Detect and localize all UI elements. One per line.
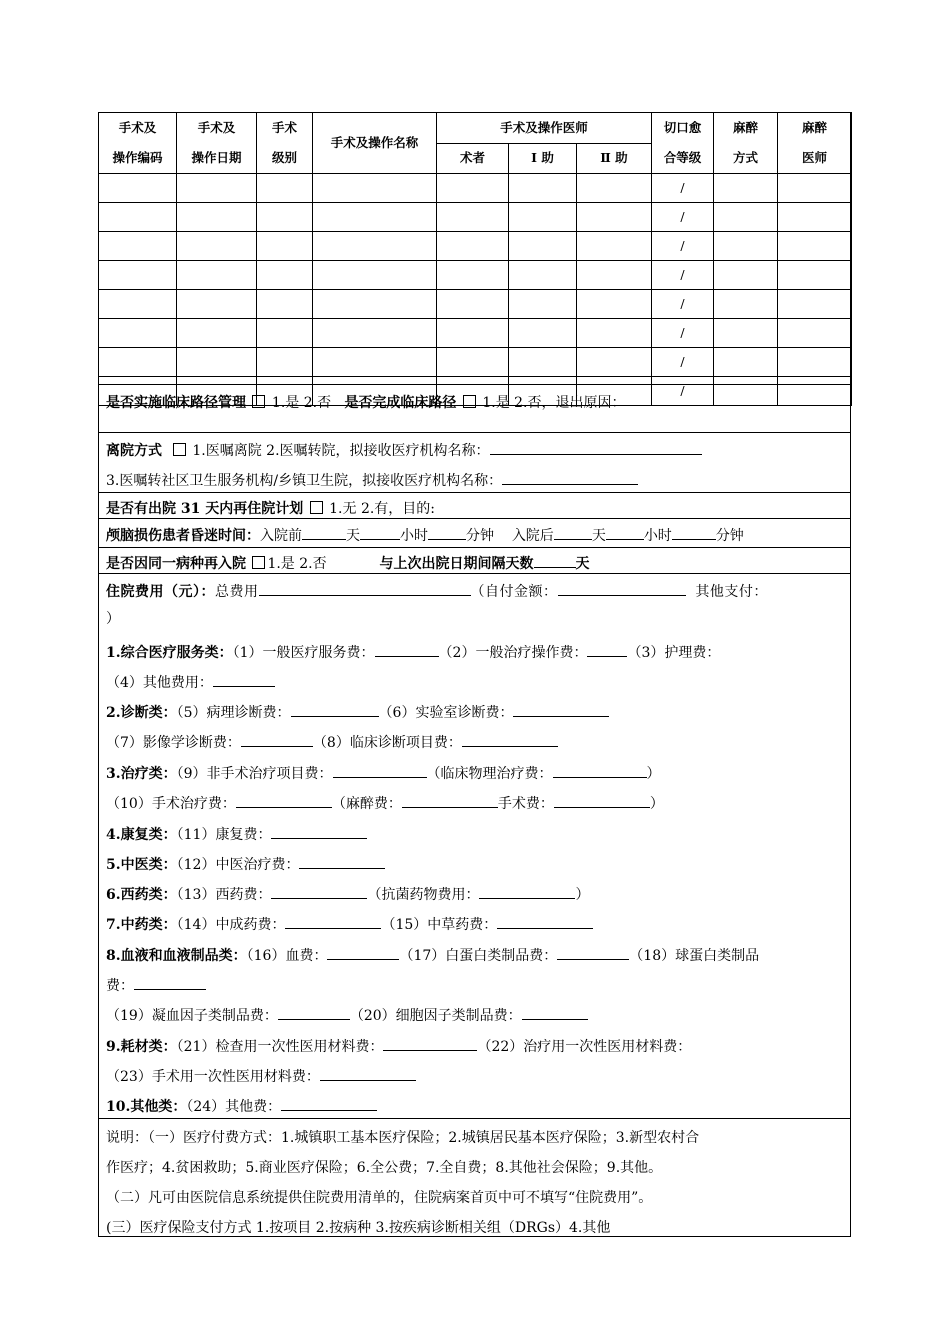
operation-cell[interactable]	[313, 348, 437, 377]
operations-table	[98, 112, 852, 406]
item13a-field[interactable]	[479, 884, 575, 899]
operation-cell[interactable]	[177, 232, 257, 261]
unit-minute: 分钟	[715, 528, 744, 544]
item17-label: （17）白蛋白类制品费：	[399, 948, 558, 964]
operation-cell[interactable]	[509, 261, 577, 290]
operation-row	[99, 203, 852, 232]
coma-label: 颅脑损伤患者昏迷时间：	[106, 528, 260, 544]
incision-grade-cell[interactable]: /	[652, 174, 714, 203]
coma-after-day-field[interactable]	[554, 525, 592, 540]
pathway-q1-checkbox[interactable]	[252, 395, 265, 408]
incision-grade-cell[interactable]: /	[652, 203, 714, 232]
unit-day: 天	[591, 528, 606, 544]
item10b-label: 手术费：	[497, 796, 554, 812]
item13-field[interactable]	[271, 884, 367, 899]
col-header-anesthetist: 麻醉 医师	[778, 113, 852, 174]
discharge-label: 离院方式	[106, 443, 162, 459]
item9-label: （9）非手术治疗项目费：	[176, 766, 333, 782]
operation-cell[interactable]	[509, 203, 577, 232]
item18-field[interactable]	[134, 975, 206, 990]
item13a-label: （抗菌药物费用：	[367, 887, 480, 903]
item21-field[interactable]	[383, 1036, 477, 1051]
cost-close-paren: ）	[106, 611, 120, 627]
item15-label: （15）中草药费：	[381, 917, 498, 933]
operation-cell[interactable]	[313, 174, 437, 203]
item20-field[interactable]	[522, 1005, 588, 1020]
item22-label: （22）治疗用一次性医用材料费：	[477, 1039, 692, 1055]
item16-label: （16）血费：	[246, 948, 328, 964]
cat1-label: 1.综合医疗服务类：	[106, 645, 233, 661]
operation-cell[interactable]	[577, 348, 652, 377]
item14-field[interactable]	[285, 914, 381, 929]
item14-label: （14）中成药费：	[176, 917, 286, 933]
operation-cell[interactable]	[177, 290, 257, 319]
operation-cell[interactable]	[313, 261, 437, 290]
item19-label: （19）凝血因子类制品费：	[106, 1008, 278, 1024]
item2-label: （2）一般治疗操作费：	[438, 645, 588, 661]
operation-cell[interactable]	[177, 174, 257, 203]
item10-field[interactable]	[236, 793, 332, 808]
item4-label: （4）其他费用：	[106, 675, 213, 691]
cat3-label: 3.治疗类：	[106, 766, 177, 782]
cat8-label: 8.血液和血液制品类：	[106, 948, 247, 964]
item9a-label: （临床物理治疗费：	[426, 766, 553, 782]
pathway-q2: 是否完成临床路径	[344, 395, 457, 411]
discharge-line2: 3.医嘱转社区卫生服务机构/乡镇卫生院，拟接收医疗机构名称：	[106, 473, 503, 489]
item9-field[interactable]	[333, 763, 427, 778]
item7-label: （7）影像学诊断费：	[106, 735, 241, 751]
operation-cell[interactable]	[313, 203, 437, 232]
item12-label: （12）中医治疗费：	[176, 857, 300, 873]
same-disease-options: 1.是 2.否	[267, 556, 327, 572]
close-paren: ）	[649, 796, 664, 812]
operation-cell[interactable]	[99, 174, 177, 203]
pathway-q1-options: 1.是 2.否	[271, 395, 332, 411]
operation-cell[interactable]	[313, 232, 437, 261]
operation-cell[interactable]	[99, 348, 177, 377]
item4-field[interactable]	[213, 672, 275, 687]
cat5-label: 5.中医类：	[106, 857, 177, 873]
item6-field[interactable]	[513, 702, 609, 717]
item13-label: （13）西药费：	[176, 887, 272, 903]
operation-cell[interactable]	[99, 319, 177, 348]
cat9-label: 9.耗材类：	[106, 1039, 177, 1055]
operation-cell[interactable]	[437, 348, 509, 377]
coma-after-label: 入院后	[511, 528, 554, 544]
item10a-label: （麻醉费：	[331, 796, 402, 812]
incision-grade-cell[interactable]: /	[652, 319, 714, 348]
item10-label: （10）手术治疗费：	[106, 796, 236, 812]
operation-cell[interactable]	[257, 203, 313, 232]
operation-cell[interactable]	[437, 174, 509, 203]
coma-after-hour-field[interactable]	[606, 525, 644, 540]
item18-label: （18）球蛋白类制品	[629, 948, 760, 964]
operation-cell[interactable]	[577, 232, 652, 261]
incision-grade-cell[interactable]: /	[652, 377, 714, 406]
pathway-q2-options: 1.是 2.否，退出原因：	[482, 395, 626, 411]
item11-field[interactable]	[271, 824, 367, 839]
col-header-surgeon: 术者	[437, 143, 509, 174]
item24-field[interactable]	[281, 1096, 377, 1111]
self-pay-label: （自付金额：	[470, 584, 558, 600]
operation-row	[99, 174, 852, 203]
operation-cell[interactable]	[778, 261, 852, 290]
operation-cell[interactable]	[714, 319, 778, 348]
operation-cell[interactable]	[714, 203, 778, 232]
operation-row	[99, 261, 852, 290]
operation-row	[99, 290, 852, 319]
operation-cell[interactable]	[577, 174, 652, 203]
operation-cell[interactable]	[714, 261, 778, 290]
operation-cell[interactable]	[99, 290, 177, 319]
note-2: （二）凡可由医院信息系统提供住院费用清单的，住院病案首页中可不填写“住院费用”。	[106, 1190, 653, 1206]
cat2-label: 2.诊断类：	[106, 705, 177, 721]
item19-field[interactable]	[278, 1005, 350, 1020]
coma-before-hour-field[interactable]	[360, 525, 400, 540]
item1-label: （1）一般医疗服务费：	[232, 645, 375, 661]
operation-cell[interactable]	[577, 319, 652, 348]
operation-cell[interactable]	[778, 348, 852, 377]
unit-minute: 分钟	[466, 528, 494, 544]
cat4-label: 4.康复类：	[106, 827, 177, 843]
item10a-field[interactable]	[402, 793, 498, 808]
item9a-field[interactable]	[553, 763, 647, 778]
operation-cell[interactable]	[778, 174, 852, 203]
operation-cell[interactable]	[509, 290, 577, 319]
pathway-q1: 是否实施临床路径管理	[106, 395, 246, 411]
operation-cell[interactable]	[257, 290, 313, 319]
note-1a: 说明：（一）医疗付费方式：1.城镇职工基本医疗保险；2.城镇居民基本医疗保险；3.新型农村合	[106, 1130, 700, 1146]
readmit-plan-checkbox[interactable]	[310, 501, 323, 514]
receiving-community-field[interactable]	[502, 470, 638, 485]
coma-before-day-field[interactable]	[302, 525, 346, 540]
item6-label: （6）实验室诊断费：	[378, 705, 514, 721]
operation-cell[interactable]	[778, 319, 852, 348]
item5-label: （5）病理诊断费：	[176, 705, 291, 721]
operation-cell[interactable]	[509, 232, 577, 261]
operation-row	[99, 232, 852, 261]
operation-cell[interactable]	[577, 261, 652, 290]
item3-label: （3）护理费：	[627, 645, 721, 661]
operation-cell[interactable]	[437, 319, 509, 348]
operation-cell[interactable]	[177, 203, 257, 232]
operation-cell[interactable]	[509, 348, 577, 377]
operation-row	[99, 319, 852, 348]
cat6-label: 6.西药类：	[106, 887, 177, 903]
incision-grade-cell[interactable]: /	[652, 348, 714, 377]
item24-label: （24）其他费：	[186, 1099, 282, 1115]
item10b-field[interactable]	[554, 793, 650, 808]
same-disease-checkbox[interactable]	[252, 556, 265, 569]
item11-label: （11）康复费：	[176, 827, 272, 843]
operation-cell[interactable]	[714, 290, 778, 319]
operation-cell[interactable]	[577, 203, 652, 232]
operation-cell[interactable]	[99, 232, 177, 261]
self-pay-field[interactable]	[558, 581, 686, 596]
operation-cell[interactable]	[778, 203, 852, 232]
item20-label: （20）细胞因子类制品费：	[349, 1008, 522, 1024]
close-paren: ）	[646, 766, 661, 782]
item23-field[interactable]	[320, 1066, 416, 1081]
item16-field[interactable]	[327, 945, 399, 960]
note-3: (三）医疗保险支付方式 1.按项目 2.按病种 3.按疾病诊断相关组（DRGs）4.其他	[106, 1220, 611, 1236]
cost-label: 住院费用（元）：	[106, 584, 215, 600]
operation-cell[interactable]	[437, 261, 509, 290]
col-header-name: 手术及操作名称	[313, 113, 437, 174]
item8-field[interactable]	[462, 732, 558, 747]
operation-cell[interactable]	[714, 174, 778, 203]
operation-cell[interactable]	[177, 348, 257, 377]
item7-field[interactable]	[241, 732, 313, 747]
operation-cell[interactable]	[257, 261, 313, 290]
col-header-doctors: 手术及操作医师	[437, 113, 652, 144]
operation-cell[interactable]	[177, 319, 257, 348]
operation-cell[interactable]	[257, 174, 313, 203]
item17-field[interactable]	[557, 945, 629, 960]
item18b-label: 费：	[106, 978, 134, 994]
incision-grade-cell[interactable]: /	[652, 261, 714, 290]
interval-days-field[interactable]	[534, 553, 576, 568]
operation-cell[interactable]	[509, 319, 577, 348]
total-cost-label: 总费用	[215, 584, 259, 600]
operation-cell[interactable]	[257, 319, 313, 348]
interval-unit: 天	[575, 556, 590, 572]
unit-hour: 小时	[643, 528, 672, 544]
operation-cell[interactable]	[778, 232, 852, 261]
readmit-plan-options: 1.无 2.有，目的:	[329, 501, 436, 517]
operation-cell[interactable]	[714, 348, 778, 377]
col-header-level: 手术 级别	[257, 113, 313, 174]
item5-field[interactable]	[291, 702, 379, 717]
interval-label: 与上次出院日期间隔天数	[379, 556, 534, 572]
operation-cell[interactable]	[577, 290, 652, 319]
close-paren: ）	[575, 887, 590, 903]
note-1b: 作医疗；4.贫困救助；5.商业医疗保险；6.全公费；7.全自费；8.其他社会保险；9.其他。	[106, 1160, 663, 1176]
operation-cell[interactable]	[313, 290, 437, 319]
item8-label: （8）临床诊断项目费：	[312, 735, 462, 751]
operation-cell[interactable]	[313, 319, 437, 348]
col-header-date: 手术及 操作日期	[177, 113, 257, 174]
operation-cell[interactable]	[714, 232, 778, 261]
operation-cell[interactable]	[437, 290, 509, 319]
pathway-q2-checkbox[interactable]	[463, 395, 476, 408]
other-pay-label: 其他支付：	[695, 584, 768, 600]
same-disease-label: 是否因同一病种再入院	[106, 556, 246, 572]
incision-grade-cell[interactable]: /	[652, 232, 714, 261]
item23-label: （23）手术用一次性医用材料费：	[106, 1069, 320, 1085]
coma-after-minute-field[interactable]	[672, 525, 716, 540]
col-header-asst1: Ⅰ 助	[509, 143, 577, 174]
receiving-institution-field[interactable]	[490, 440, 702, 455]
col-header-code: 手术及 操作编码	[99, 113, 177, 174]
col-header-asst2: Ⅱ 助	[577, 143, 652, 174]
operation-cell[interactable]	[437, 232, 509, 261]
coma-before-label: 入院前	[260, 528, 302, 544]
unit-hour: 小时	[400, 528, 428, 544]
coma-before-minute-field[interactable]	[428, 525, 466, 540]
item21-label: （21）检查用一次性医用材料费：	[176, 1039, 384, 1055]
incision-grade-cell[interactable]: /	[652, 290, 714, 319]
operation-cell[interactable]	[177, 261, 257, 290]
cat10-label: 10.其他类：	[106, 1099, 187, 1115]
col-header-incision: 切口愈 合等级	[652, 113, 714, 174]
operation-cell[interactable]	[509, 174, 577, 203]
readmit-plan-label: 是否有出院 31 天内再住院计划	[106, 501, 304, 517]
item12-field[interactable]	[299, 854, 385, 869]
total-cost-field[interactable]	[259, 581, 471, 596]
operation-cell[interactable]	[437, 203, 509, 232]
item2-field[interactable]	[587, 642, 627, 657]
operation-cell[interactable]	[99, 261, 177, 290]
discharge-checkbox[interactable]	[173, 443, 186, 456]
cat7-label: 7.中药类：	[106, 917, 177, 933]
col-header-anesth-method: 麻醉 方式	[714, 113, 778, 174]
item15-field[interactable]	[497, 914, 593, 929]
operation-cell[interactable]	[257, 232, 313, 261]
operation-cell[interactable]	[99, 203, 177, 232]
discharge-line1: 1.医嘱离院 2.医嘱转院，拟接收医疗机构名称：	[192, 443, 490, 459]
operation-row	[99, 348, 852, 377]
operation-cell[interactable]	[257, 348, 313, 377]
unit-day: 天	[346, 528, 360, 544]
operation-cell[interactable]	[778, 290, 852, 319]
item1-field[interactable]	[375, 642, 439, 657]
